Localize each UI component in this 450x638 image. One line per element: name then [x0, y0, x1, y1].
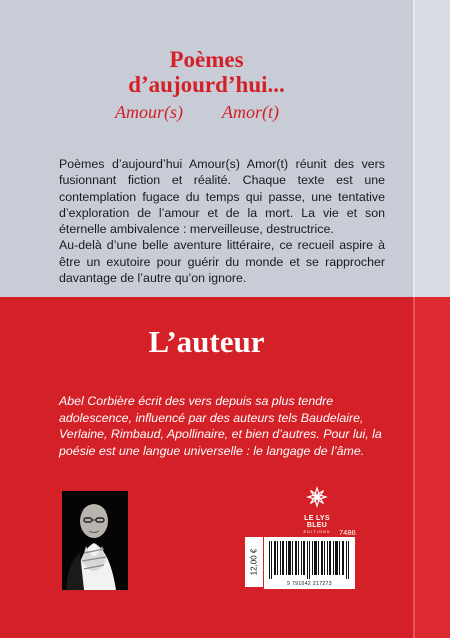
isbn-barcode [264, 537, 355, 589]
back-cover-blurb [59, 156, 385, 286]
publisher-logo [293, 486, 341, 534]
isbn-digits: 9 791042 217273 [287, 581, 332, 587]
book-title-line-2: d’aujourd’hui... [128, 72, 285, 97]
blurb-paragraph-1: Poèmes d’aujourd’hui Amour(s) Amor(t) réunit des vers fusionnant fiction et réalité. Chaque texte est une contemplation fugace du temps qui passe, une tentative d’exploration de l’amour et de la mort. La vie et son éternelle ambivalence : merveilleuse, destructrice. [59, 157, 385, 237]
blurb-paragraph-2: Au-delà d’une belle aventure littéraire, ce recueil aspire à être un exutoire pour guérir du monde et se rapprocher davantage de l’autre qu’on ignore. [59, 238, 385, 286]
price-box [245, 537, 263, 587]
spine-edge-top [413, 0, 450, 297]
author-photo [62, 491, 128, 590]
book-subtitle-left: Amour(s) [115, 102, 183, 122]
book-subtitle-right: Amor(t) [222, 102, 279, 122]
book-title-line-1: Poèmes [169, 47, 244, 72]
price-label: 12,00 € [249, 548, 259, 576]
publisher-subtitle: ÉDITIONS [303, 529, 331, 534]
spine-edge-bottom [413, 297, 450, 638]
barcode-icon [265, 541, 354, 581]
author-heading: L’auteur [148, 324, 265, 359]
publisher-name: LE LYS BLEU [304, 515, 330, 529]
author-portrait-icon [62, 491, 128, 590]
catalog-code: 7486 [339, 528, 356, 537]
author-bio: Abel Corbière écrit des vers depuis sa plus tendre adolescence, influencé par des auteurs tels Baudelaire, Verlaine, Rimbaud, Apollinaire, et bien d’autres. Pour lui, la poésie est une langue universelle : le langage de l’âme. [59, 394, 382, 458]
lily-flower-icon [306, 486, 328, 508]
